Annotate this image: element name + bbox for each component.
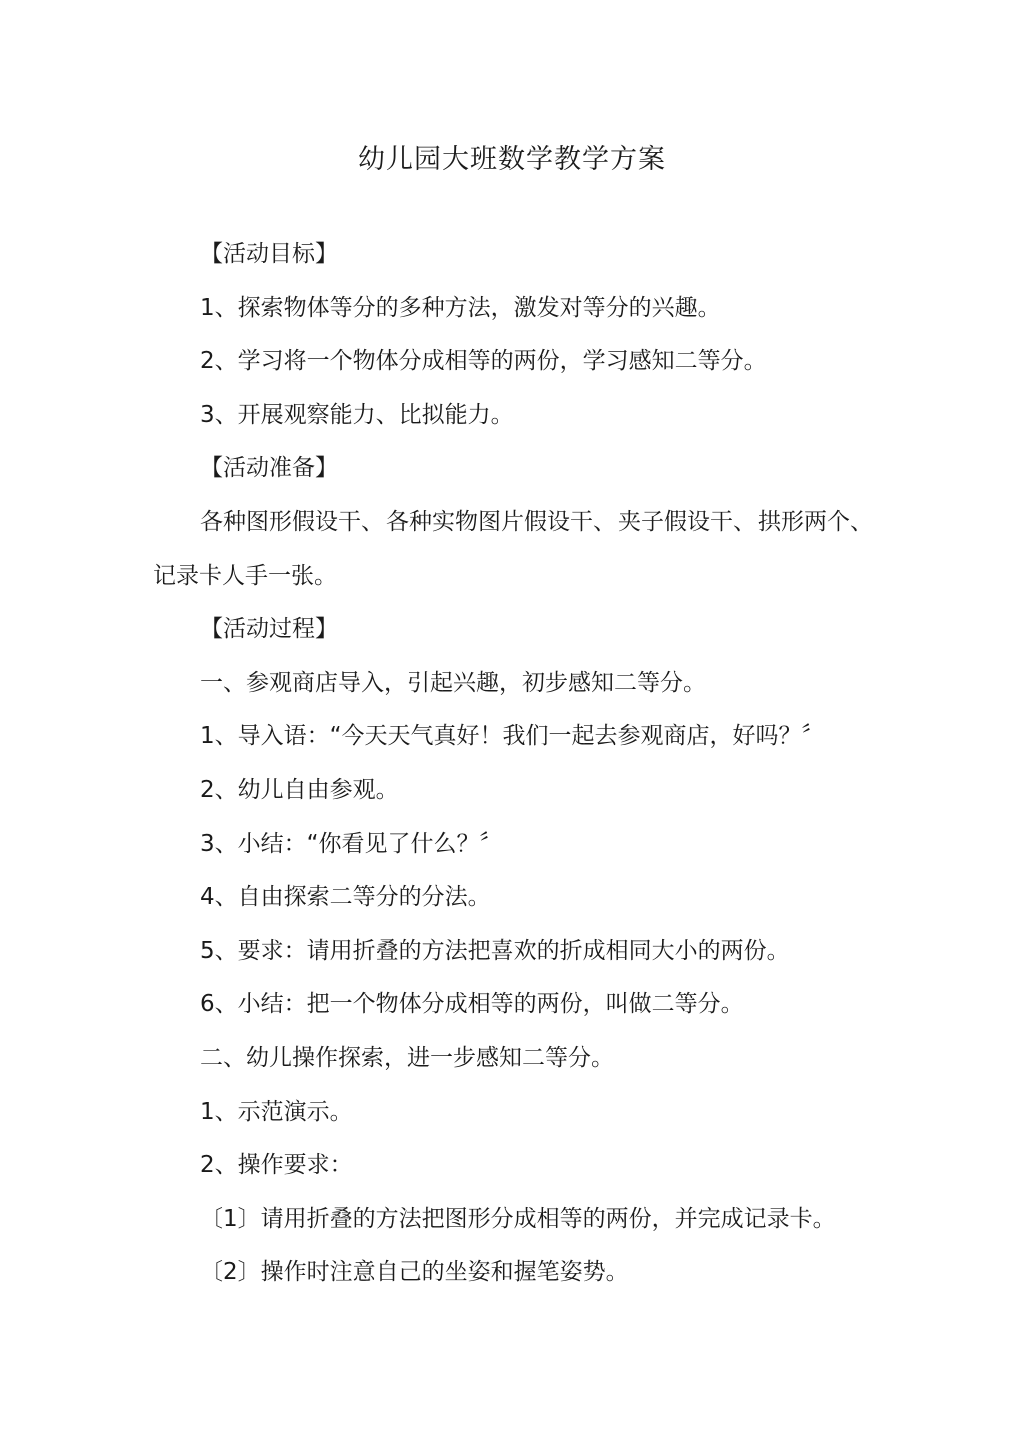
document-title: 幼儿园大班数学教学方案 xyxy=(358,144,666,175)
prep-line-1 xyxy=(153,498,893,552)
process-item: 6、小结：把一个物体分成相等的两份，叫做二等分。 xyxy=(200,991,744,1018)
process-item: 2、操作要求： xyxy=(200,1152,353,1179)
section-heading-process: 【活动过程】 xyxy=(200,616,338,643)
process-item: 2、幼儿自由参观。 xyxy=(200,776,399,803)
prep-item: 拱形两个、 xyxy=(758,508,873,535)
prep-item: 各种图形假设干、 xyxy=(200,508,384,535)
process-item: 一、参观商店导入，引起兴趣，初步感知二等分。 xyxy=(200,669,706,696)
process-item: 3、小结：“你看见了什么？〞 xyxy=(200,830,503,857)
section-heading-goals: 【活动目标】 xyxy=(200,241,338,267)
goal-item: 2、学习将一个物体分成相等的两份，学习感知二等分。 xyxy=(200,348,767,375)
process-item: 二、幼儿操作探索，进一步感知二等分。 xyxy=(200,1044,614,1071)
process-item: 1、导入语：“今天天气真好！我们一起去参观商店，好吗？〞 xyxy=(200,723,825,750)
prep-line-2: 记录卡人手一张。 xyxy=(153,562,337,589)
process-item: 1、示范演示。 xyxy=(200,1098,353,1125)
prep-item: 夹子假设干、 xyxy=(618,508,756,535)
process-item: 4、自由探索二等分的分法。 xyxy=(200,884,491,911)
prep-item: 各种实物图片假设干、 xyxy=(386,508,616,535)
goal-item: 3、开展观察能力、比拟能力。 xyxy=(200,401,514,428)
process-item: 〔2〕操作时注意自己的坐姿和握笔姿势。 xyxy=(200,1259,629,1286)
document-body xyxy=(153,230,893,1302)
process-item: 5、要求：请用折叠的方法把喜欢的折成相同大小的两份。 xyxy=(200,937,790,964)
goal-item: 1、探索物体等分的多种方法，激发对等分的兴趣。 xyxy=(200,294,721,321)
process-item: 〔1〕请用折叠的方法把图形分成相等的两份，并完成记录卡。 xyxy=(200,1205,836,1232)
section-heading-prep: 【活动准备】 xyxy=(200,455,338,482)
